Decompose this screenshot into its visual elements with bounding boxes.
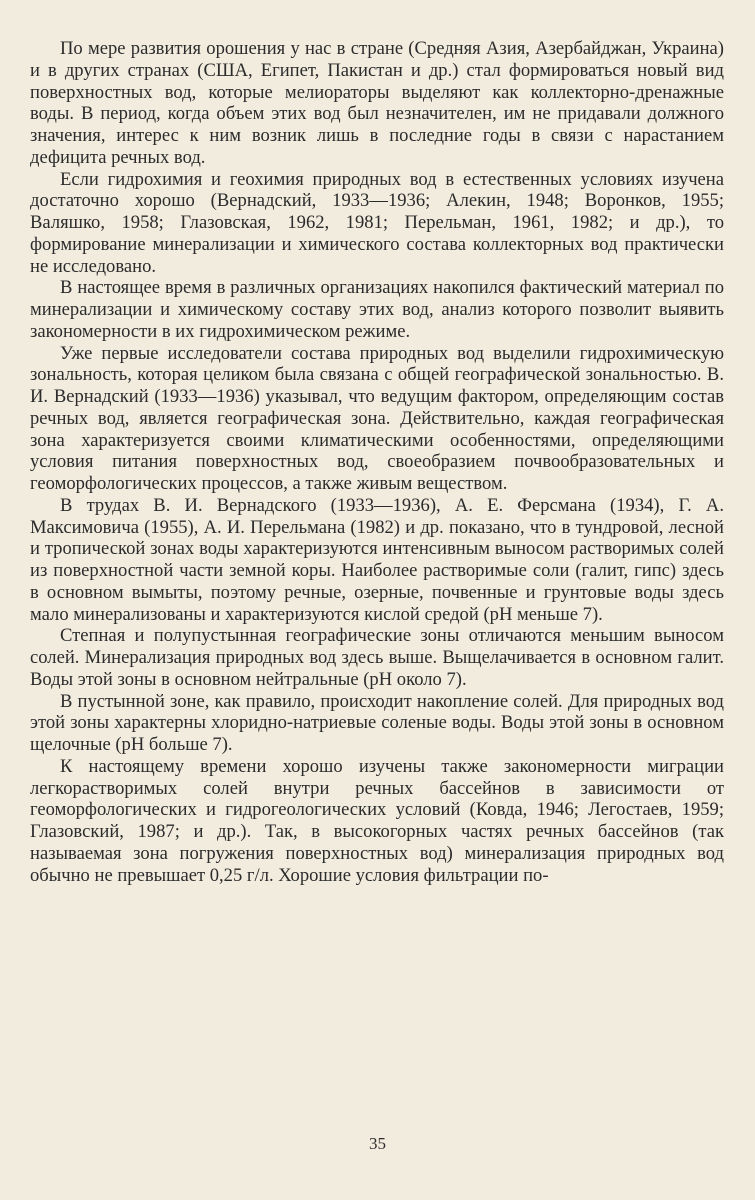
paragraph-1: По мере развития орошения у нас в стране (Средняя Азия, Азербайджан, Украина) и в других странах (США, Египет, Пакистан и др.) стал формироваться новый вид поверхностных вод, которые мелиораторы выделяют как коллекторно-дренажные воды. В период, когда объем этих вод был незначителен, им не придавали должного значения, интерес к ним возник лишь в последние годы в связи с нарастанием дефицита речных вод.	[30, 38, 724, 168]
paragraph-6: Степная и полупустынная географические зоны отличаются меньшим выносом солей. Минерализация природных вод здесь выше. Выщелачивается в основном галит. Воды этой зоны в основном нейтральные (pH около 7).	[30, 625, 724, 690]
paragraph-7: В пустынной зоне, как правило, происходит накопление солей. Для природных вод этой зоны характерны хлоридно-натриевые соленые воды. Воды этой зоны в основном щелочные (pH больше 7).	[30, 690, 724, 755]
body-text	[30, 38, 724, 886]
page-number: 35	[369, 1134, 386, 1153]
paragraph-2: Если гидрохимия и геохимия природных вод в естественных условиях изучена достаточно хорошо (Вернадский, 1933—1936; Алекин, 1948; Воронков, 1955; Валяшко, 1958; Глазовская, 1962, 1981; Перельман, 1961, 1982; и др.), то формирование минерализации и химического состава коллекторных вод практически не исследовано.	[30, 168, 724, 277]
paragraph-3: В настоящее время в различных организациях накопился фактический материал по минерализации и химическому составу этих вод, анализ которого позволит выявить закономерности в их гидрохимическом режиме.	[30, 277, 724, 342]
paragraph-8: К настоящему времени хорошо изучены также закономерности миграции легкорастворимых солей внутри речных бассейнов в зависимости от геоморфологических и гидрогеологических условий (Ковда, 1946; Легостаев, 1959; Глазовский, 1987; и др.). Так, в высокогорных частях речных бассейнов (так называемая зона погружения поверхностных вод) минерализация природных вод обычно не превышает 0,25 г/л. Хорошие условия фильтрации по-	[30, 755, 724, 886]
paragraph-5: В трудах В. И. Вернадского (1933—1936), А. Е. Ферсмана (1934), Г. А. Максимовича (1955), А. И. Перельмана (1982) и др. показано, что в тундровой, лесной и тропической зонах воды характеризуются интенсивным выносом растворимых солей из поверхностной части земной коры. Наиболее растворимые соли (галит, гипс) здесь в основном вымыты, поэтому речные, озерные, почвенные и грунтовые воды здесь мало минерализованы и характеризуются кислой средой (pH меньше 7).	[30, 494, 724, 625]
paragraph-4: Уже первые исследователи состава природных вод выделили гидрохимическую зональность, которая целиком была связана с общей географической зональностью. В. И. Вернадский (1933—1936) указывал, что ведущим фактором, определяющим состав речных вод, является географическая зона. Действительно, каждая географическая зона характеризуется своими климатическими особенностями, определяющими условия питания поверхностных вод, своеобразием почвообразовательных и геоморфологических процессов, а также живым веществом.	[30, 342, 724, 494]
